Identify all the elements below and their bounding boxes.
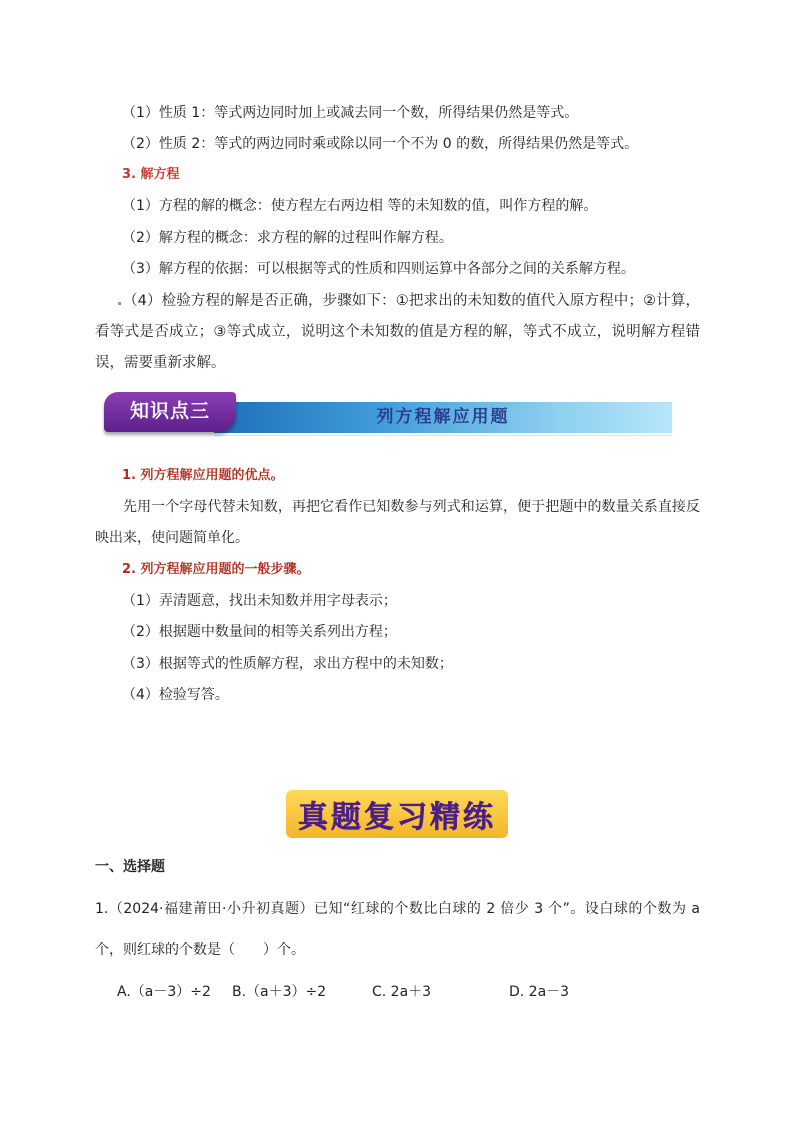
solve-concept-4: （4）检验方程的解是否正确，步骤如下：①把求出的未知数的值代入原方程中；②计算，看等式是否成立；③等式成立，说明这个未知数的值是方程的解，等式不成立，说明解方程错误，需要重新求解。 — [95, 293, 700, 371]
solve-concept-1: （1）方程的解的概念：使方程左右两边相 等的未知数的值，叫作方程的解。 — [122, 198, 598, 214]
equation-property-1: （1）性质 1：等式两边同时加上或减去同一个数，所得结果仍然是等式。 — [122, 105, 579, 121]
step-1: （1）弄清题意，找出未知数并用字母表示； — [122, 593, 397, 609]
step-2: （2）根据题中数量间的相等关系列出方程； — [122, 624, 397, 640]
solve-heading: 3. 解方程 — [122, 167, 180, 182]
solve-concept-3: （3）解方程的依据：可以根据等式的性质和四则运算中各部分之间的关系解方程。 — [122, 261, 635, 277]
option-b: B.（a＋3）÷2 — [232, 984, 327, 1000]
question-stem: 1.（2024·福建莆田·小升初真题）已知“红球的个数比白球的 2 倍少 3 个”。设白球的个数为 a 个，则红球的个数是（ ）个。 — [95, 901, 700, 958]
option-a: A.（a－3）÷2 — [117, 984, 211, 1000]
solve-concept-2: （2）解方程的概念：求方程的解的过程叫作解方程。 — [122, 230, 453, 246]
option-d: D. 2a－3 — [509, 984, 570, 1000]
applications-paragraph: 先用一个字母代替未知数，再把它看作已知数参与列式和运算，便于把题中的数量关系直接反映出来，使问题简单化。 — [95, 499, 700, 546]
banner-bar — [214, 402, 672, 433]
step-4: （4）检验写答。 — [122, 687, 229, 703]
banner-title: 列方程解应用题 — [376, 407, 510, 427]
section-banner — [0, 790, 794, 838]
step-3: （3）根据等式的性质解方程，求出方程中的未知数； — [122, 656, 453, 672]
banner-tab — [104, 392, 236, 432]
applications-heading-1: 1. 列方程解应用题的优点。 — [122, 468, 284, 483]
banner-underline — [214, 435, 672, 436]
option-c: C. 2a＋3 — [372, 984, 432, 1000]
equation-property-2: （2）性质 2：等式的两边同时乘或除以同一个不为 0 的数，所得结果仍然是等式。 — [122, 136, 639, 152]
applications-heading-2: 2. 列方程解应用题的一般步骤。 — [122, 562, 310, 577]
banner-tab-label: 知识点三 — [129, 400, 210, 422]
subsection-heading: 一、选择题 — [95, 859, 165, 875]
knowledge-point-banner — [104, 392, 674, 438]
section-title: 真题复习精练 — [286, 790, 508, 838]
